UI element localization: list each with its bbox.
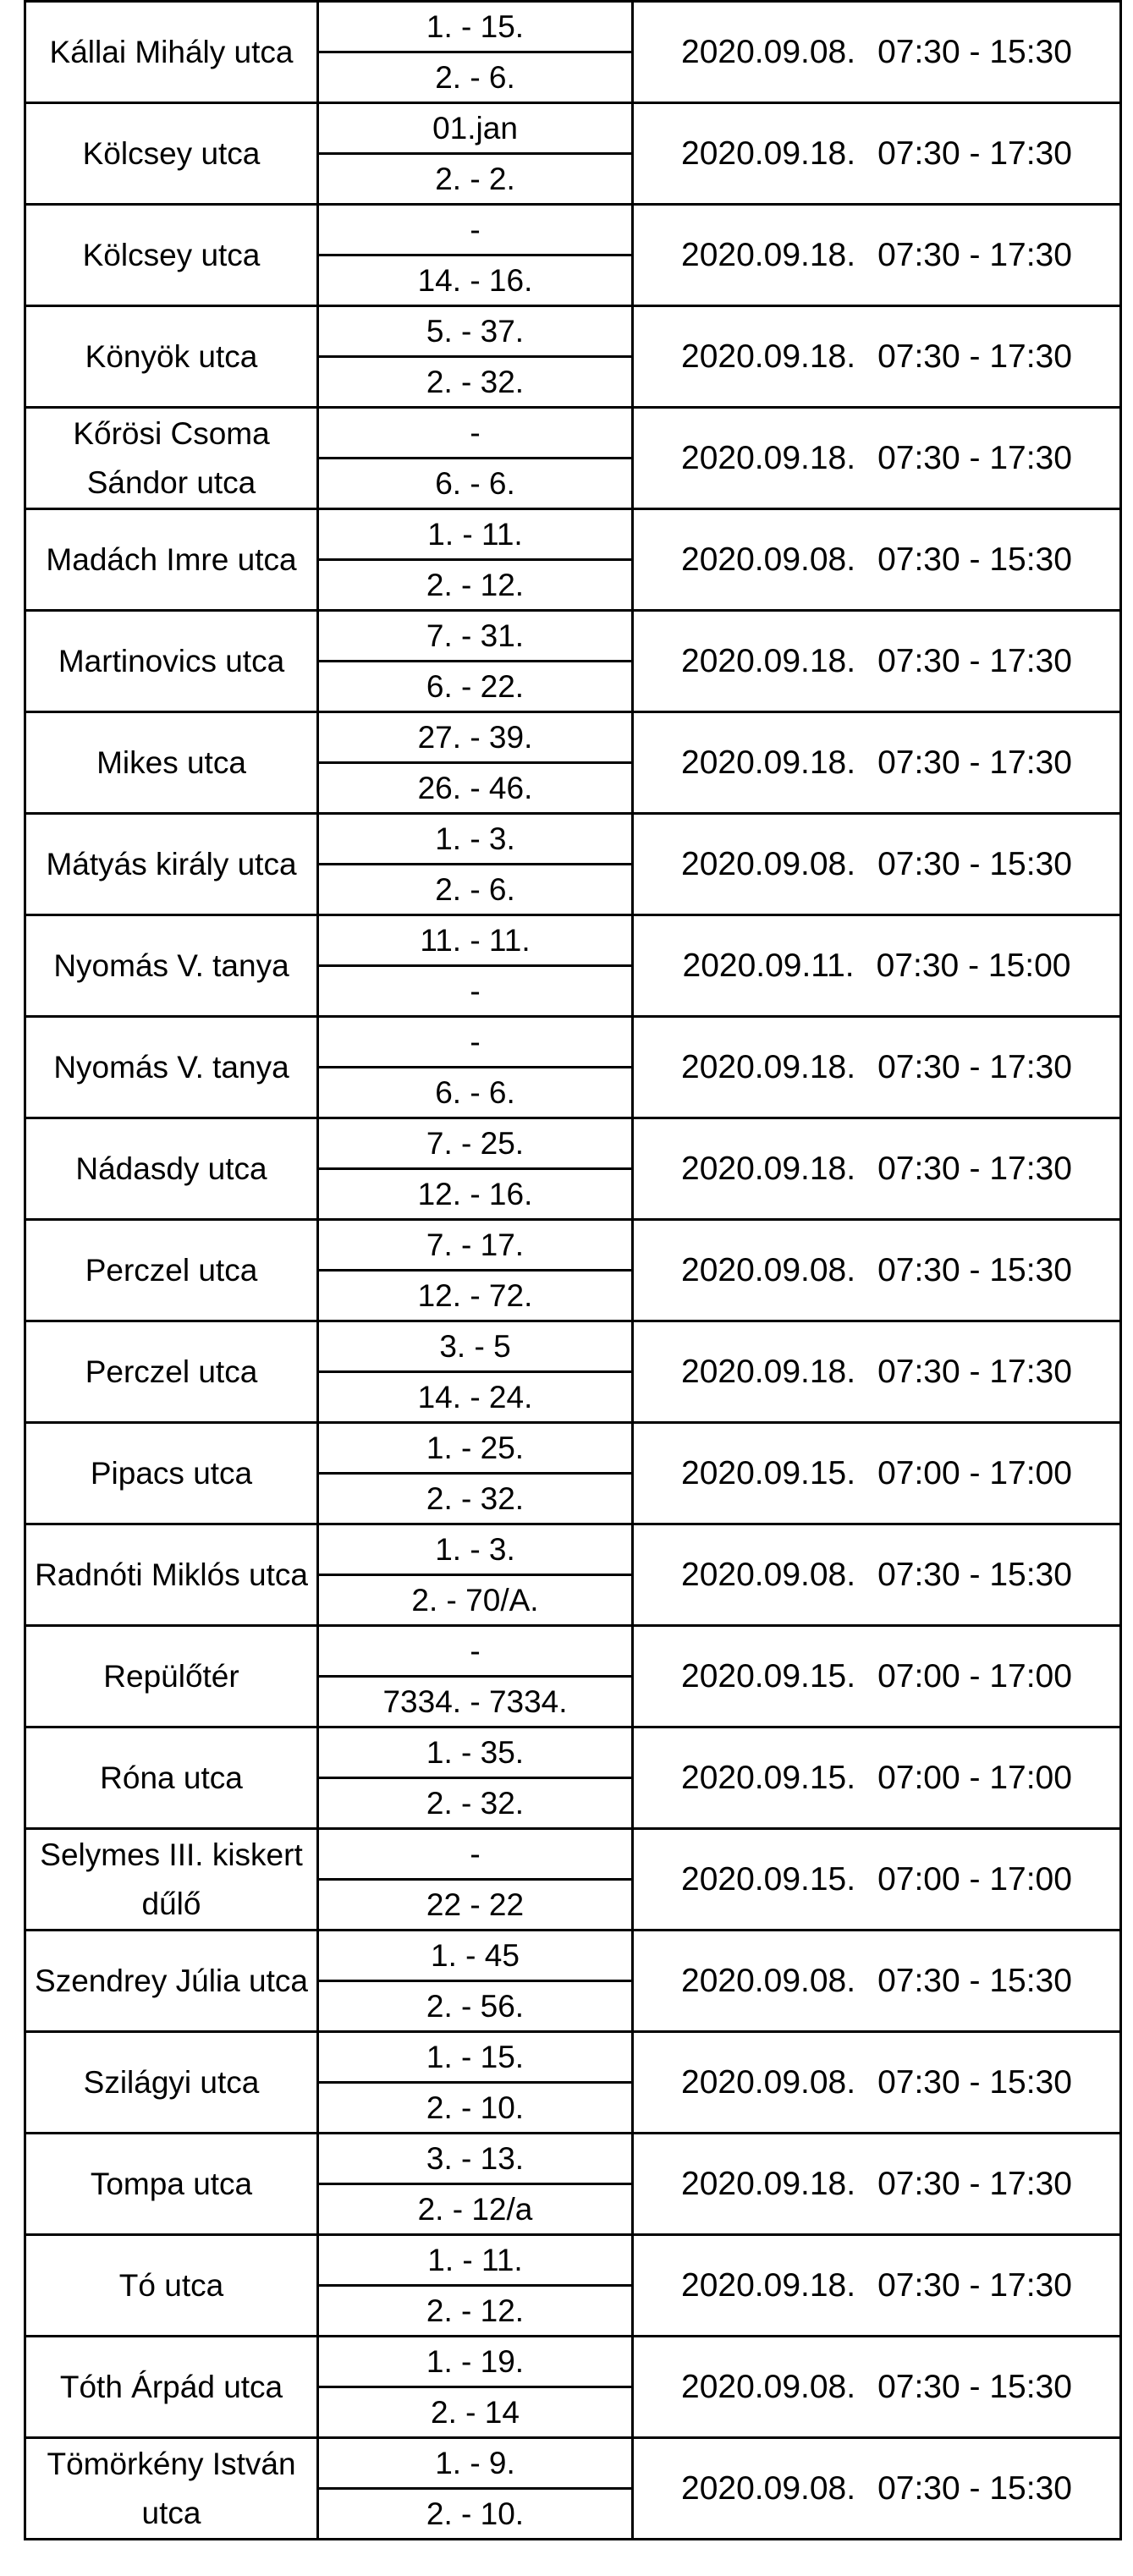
outage-time-window: 07:30 - 15:30 <box>877 541 1072 578</box>
street-name: Szendrey Júlia utca <box>35 1963 308 1998</box>
outage-date-time-cell <box>633 712 1121 814</box>
even-house-range: 2. - 32. <box>318 1474 633 1524</box>
outage-date-time-cell <box>633 2438 1121 2540</box>
outage-date-time-cell <box>633 408 1121 509</box>
street-name: Perczel utca <box>85 1252 258 1288</box>
table-row <box>25 712 1121 763</box>
street-name-cell <box>25 2337 318 2438</box>
even-house-range: 22 - 22 <box>318 1880 633 1931</box>
street-name: Szilágyi utca <box>83 2064 260 2100</box>
street-name: Nádasdy utca <box>75 1151 267 1186</box>
outage-date: 2020.09.18. <box>681 643 856 679</box>
street-name: Selymes III. kiskert dűlő <box>40 1837 303 1921</box>
odd-house-range: 1. - 15. <box>318 2 633 52</box>
street-name-cell <box>25 306 318 408</box>
table-row <box>25 2032 1121 2083</box>
outage-time-window: 07:30 - 15:30 <box>877 34 1072 70</box>
outage-date: 2020.09.08. <box>681 34 856 70</box>
even-house-range: 2. - 32. <box>318 357 633 408</box>
outage-date-time-cell <box>633 1118 1121 1220</box>
street-name: Tömörkény István utca <box>47 2446 296 2530</box>
outage-date: 2020.09.18. <box>681 1354 856 1390</box>
street-name-cell <box>25 408 318 509</box>
street-name: Nyomás V. tanya <box>53 947 289 983</box>
odd-house-range: 1. - 45 <box>318 1931 633 1981</box>
table-row <box>25 1626 1121 1677</box>
outage-date-time-cell <box>633 2 1121 103</box>
odd-house-range: 1. - 11. <box>318 509 633 560</box>
outage-time-window: 07:30 - 17:30 <box>877 237 1072 273</box>
street-name: Kállai Mihály utca <box>49 34 294 69</box>
street-name-cell <box>25 1626 318 1727</box>
street-name-cell <box>25 1524 318 1626</box>
even-house-range: 6. - 6. <box>318 459 633 509</box>
street-name-cell <box>25 509 318 611</box>
outage-date-time-cell <box>633 1829 1121 1931</box>
outage-date: 2020.09.15. <box>681 1455 856 1491</box>
outage-schedule-sheet <box>24 0 1119 2540</box>
odd-house-range: 3. - 13. <box>318 2134 633 2184</box>
outage-date-time-cell <box>633 1931 1121 2032</box>
odd-house-range: 01.jan <box>318 103 633 154</box>
street-name: Könyök utca <box>85 338 258 374</box>
outage-date: 2020.09.18. <box>681 237 856 273</box>
even-house-range: 2. - 6. <box>318 865 633 915</box>
even-house-range: 12. - 16. <box>318 1169 633 1220</box>
outage-date: 2020.09.08. <box>681 2064 856 2101</box>
outage-date: 2020.09.08. <box>681 1252 856 1288</box>
outage-date: 2020.09.08. <box>681 541 856 578</box>
outage-date: 2020.09.18. <box>681 2267 856 2304</box>
even-house-range: 14. - 16. <box>318 255 633 306</box>
table-row <box>25 1321 1121 1372</box>
outage-date-time-cell <box>633 611 1121 712</box>
table-row <box>25 1829 1121 1880</box>
odd-house-range: 7. - 31. <box>318 611 633 662</box>
outage-date-time-cell <box>633 1220 1121 1321</box>
table-row <box>25 1423 1121 1474</box>
outage-date: 2020.09.08. <box>681 1557 856 1593</box>
outage-date-time-cell <box>633 1423 1121 1524</box>
outage-time-window: 07:00 - 17:00 <box>877 1455 1072 1491</box>
odd-house-range: 7. - 17. <box>318 1220 633 1271</box>
street-name-cell <box>25 915 318 1017</box>
street-name: Mátyás király utca <box>46 846 297 882</box>
street-name: Tóth Árpád utca <box>59 2369 283 2404</box>
outage-time-window: 07:30 - 15:00 <box>876 947 1071 984</box>
street-name: Repülőtér <box>103 1658 239 1694</box>
odd-house-range: 1. - 11. <box>318 2235 633 2286</box>
outage-time-window: 07:00 - 17:00 <box>877 1760 1072 1796</box>
even-house-range: 2. - 2. <box>318 154 633 205</box>
table-row <box>25 2235 1121 2286</box>
odd-house-range: 27. - 39. <box>318 712 633 763</box>
odd-house-range: 3. - 5 <box>318 1321 633 1372</box>
outage-date-time-cell <box>633 2235 1121 2337</box>
outage-date-time-cell <box>633 306 1121 408</box>
street-name: Nyomás V. tanya <box>53 1049 289 1085</box>
outage-date-time-cell <box>633 915 1121 1017</box>
table-row <box>25 509 1121 560</box>
even-house-range: 2. - 14 <box>318 2387 633 2438</box>
outage-date: 2020.09.18. <box>681 1049 856 1085</box>
table-row <box>25 2337 1121 2387</box>
outage-date-time-cell <box>633 814 1121 915</box>
odd-house-range: 1. - 3. <box>318 814 633 865</box>
street-name-cell <box>25 1931 318 2032</box>
outage-time-window: 07:30 - 15:30 <box>877 1557 1072 1593</box>
street-name-cell <box>25 1727 318 1829</box>
outage-time-window: 07:30 - 15:30 <box>877 846 1072 882</box>
outage-date: 2020.09.11. <box>682 947 855 984</box>
schedule-rows <box>25 2 1121 2540</box>
even-house-range: 2. - 10. <box>318 2489 633 2540</box>
street-name-cell <box>25 2032 318 2134</box>
outage-schedule-table <box>24 0 1122 2540</box>
outage-date-time-cell <box>633 205 1121 306</box>
street-name-cell <box>25 2134 318 2235</box>
street-name: Kölcsey utca <box>82 237 261 272</box>
street-name: Róna utca <box>100 1760 243 1795</box>
street-name-cell <box>25 1423 318 1524</box>
table-row <box>25 205 1121 255</box>
street-name: Radnóti Miklós utca <box>35 1557 308 1592</box>
street-name-cell <box>25 103 318 205</box>
even-house-range: 26. - 46. <box>318 763 633 814</box>
outage-date: 2020.09.15. <box>681 1658 856 1694</box>
street-name: Tó utca <box>118 2267 224 2303</box>
even-house-range: 2. - 70/A. <box>318 1575 633 1626</box>
outage-date-time-cell <box>633 103 1121 205</box>
street-name: Kőrösi Csoma Sándor utca <box>73 415 270 500</box>
odd-house-range: - <box>318 1626 633 1677</box>
odd-house-range: 5. - 37. <box>318 306 633 357</box>
outage-date: 2020.09.18. <box>681 135 856 172</box>
table-row <box>25 1220 1121 1271</box>
outage-time-window: 07:30 - 15:30 <box>877 2369 1072 2405</box>
outage-date-time-cell <box>633 1017 1121 1118</box>
street-name: Tompa utca <box>90 2166 253 2201</box>
table-row <box>25 2 1121 52</box>
even-house-range: 2. - 32. <box>318 1778 633 1829</box>
outage-date-time-cell <box>633 2134 1121 2235</box>
odd-house-range: 7. - 25. <box>318 1118 633 1169</box>
outage-time-window: 07:30 - 15:30 <box>877 1963 1072 1999</box>
odd-house-range: - <box>318 408 633 459</box>
table-row <box>25 2438 1121 2489</box>
street-name-cell <box>25 611 318 712</box>
outage-date: 2020.09.08. <box>681 2470 856 2507</box>
odd-house-range: - <box>318 1829 633 1880</box>
outage-date: 2020.09.18. <box>681 440 856 476</box>
odd-house-range: 1. - 15. <box>318 2032 633 2083</box>
even-house-range: 6. - 6. <box>318 1068 633 1118</box>
street-name: Martinovics utca <box>58 643 285 678</box>
outage-date: 2020.09.18. <box>681 1151 856 1187</box>
street-name-cell <box>25 1321 318 1423</box>
street-name-cell <box>25 814 318 915</box>
outage-time-window: 07:30 - 17:30 <box>877 440 1072 476</box>
odd-house-range: 1. - 25. <box>318 1423 633 1474</box>
even-house-range: - <box>318 966 633 1017</box>
outage-time-window: 07:30 - 15:30 <box>877 2470 1072 2507</box>
street-name: Kölcsey utca <box>82 135 261 171</box>
street-name: Mikes utca <box>96 744 246 780</box>
outage-date-time-cell <box>633 2032 1121 2134</box>
odd-house-range: 1. - 35. <box>318 1727 633 1778</box>
outage-date-time-cell <box>633 1626 1121 1727</box>
even-house-range: 2. - 6. <box>318 52 633 103</box>
table-row <box>25 915 1121 966</box>
outage-date: 2020.09.15. <box>681 1760 856 1796</box>
table-row <box>25 1727 1121 1778</box>
outage-time-window: 07:30 - 17:30 <box>877 1049 1072 1085</box>
table-row <box>25 1017 1121 1068</box>
table-row <box>25 814 1121 865</box>
outage-time-window: 07:30 - 17:30 <box>877 135 1072 172</box>
table-row <box>25 2134 1121 2184</box>
street-name: Madách Imre utca <box>46 541 297 577</box>
odd-house-range: 1. - 9. <box>318 2438 633 2489</box>
street-name-cell <box>25 1118 318 1220</box>
street-name-cell <box>25 205 318 306</box>
outage-date-time-cell <box>633 509 1121 611</box>
outage-time-window: 07:30 - 17:30 <box>877 744 1072 781</box>
even-house-range: 2. - 12. <box>318 2286 633 2337</box>
odd-house-range: - <box>318 1017 633 1068</box>
street-name-cell <box>25 2438 318 2540</box>
street-name: Pipacs utca <box>90 1455 253 1491</box>
odd-house-range: 1. - 3. <box>318 1524 633 1575</box>
outage-date: 2020.09.08. <box>681 1963 856 1999</box>
even-house-range: 2. - 56. <box>318 1981 633 2032</box>
even-house-range: 12. - 72. <box>318 1271 633 1321</box>
outage-time-window: 07:30 - 15:30 <box>877 1252 1072 1288</box>
outage-time-window: 07:30 - 17:30 <box>877 2267 1072 2304</box>
even-house-range: 14. - 24. <box>318 1372 633 1423</box>
street-name-cell <box>25 1220 318 1321</box>
outage-time-window: 07:30 - 17:30 <box>877 338 1072 375</box>
outage-time-window: 07:30 - 17:30 <box>877 643 1072 679</box>
outage-date-time-cell <box>633 1524 1121 1626</box>
table-row <box>25 408 1121 459</box>
outage-date-time-cell <box>633 1727 1121 1829</box>
even-house-range: 2. - 12/a <box>318 2184 633 2235</box>
outage-date: 2020.09.08. <box>681 2369 856 2405</box>
street-name-cell <box>25 1017 318 1118</box>
outage-date-time-cell <box>633 2337 1121 2438</box>
outage-time-window: 07:30 - 17:30 <box>877 2166 1072 2202</box>
even-house-range: 2. - 10. <box>318 2083 633 2134</box>
table-row <box>25 611 1121 662</box>
outage-time-window: 07:30 - 15:30 <box>877 2064 1072 2101</box>
outage-time-window: 07:30 - 17:30 <box>877 1354 1072 1390</box>
odd-house-range: 1. - 19. <box>318 2337 633 2387</box>
table-row <box>25 1118 1121 1169</box>
table-row <box>25 103 1121 154</box>
table-row <box>25 1931 1121 1981</box>
street-name-cell <box>25 1829 318 1931</box>
even-house-range: 2. - 12. <box>318 560 633 611</box>
outage-date: 2020.09.18. <box>681 2166 856 2202</box>
outage-date: 2020.09.08. <box>681 846 856 882</box>
street-name-cell <box>25 712 318 814</box>
even-house-range: 6. - 22. <box>318 662 633 712</box>
street-name-cell <box>25 2 318 103</box>
odd-house-range: 11. - 11. <box>318 915 633 966</box>
outage-date-time-cell <box>633 1321 1121 1423</box>
even-house-range: 7334. - 7334. <box>318 1677 633 1727</box>
outage-date: 2020.09.15. <box>681 1861 856 1898</box>
street-name: Perczel utca <box>85 1354 258 1389</box>
outage-date: 2020.09.18. <box>681 338 856 375</box>
outage-date: 2020.09.18. <box>681 744 856 781</box>
street-name-cell <box>25 2235 318 2337</box>
table-row <box>25 306 1121 357</box>
outage-time-window: 07:00 - 17:00 <box>877 1861 1072 1898</box>
odd-house-range: - <box>318 205 633 255</box>
outage-time-window: 07:00 - 17:00 <box>877 1658 1072 1694</box>
table-row <box>25 1524 1121 1575</box>
outage-time-window: 07:30 - 17:30 <box>877 1151 1072 1187</box>
